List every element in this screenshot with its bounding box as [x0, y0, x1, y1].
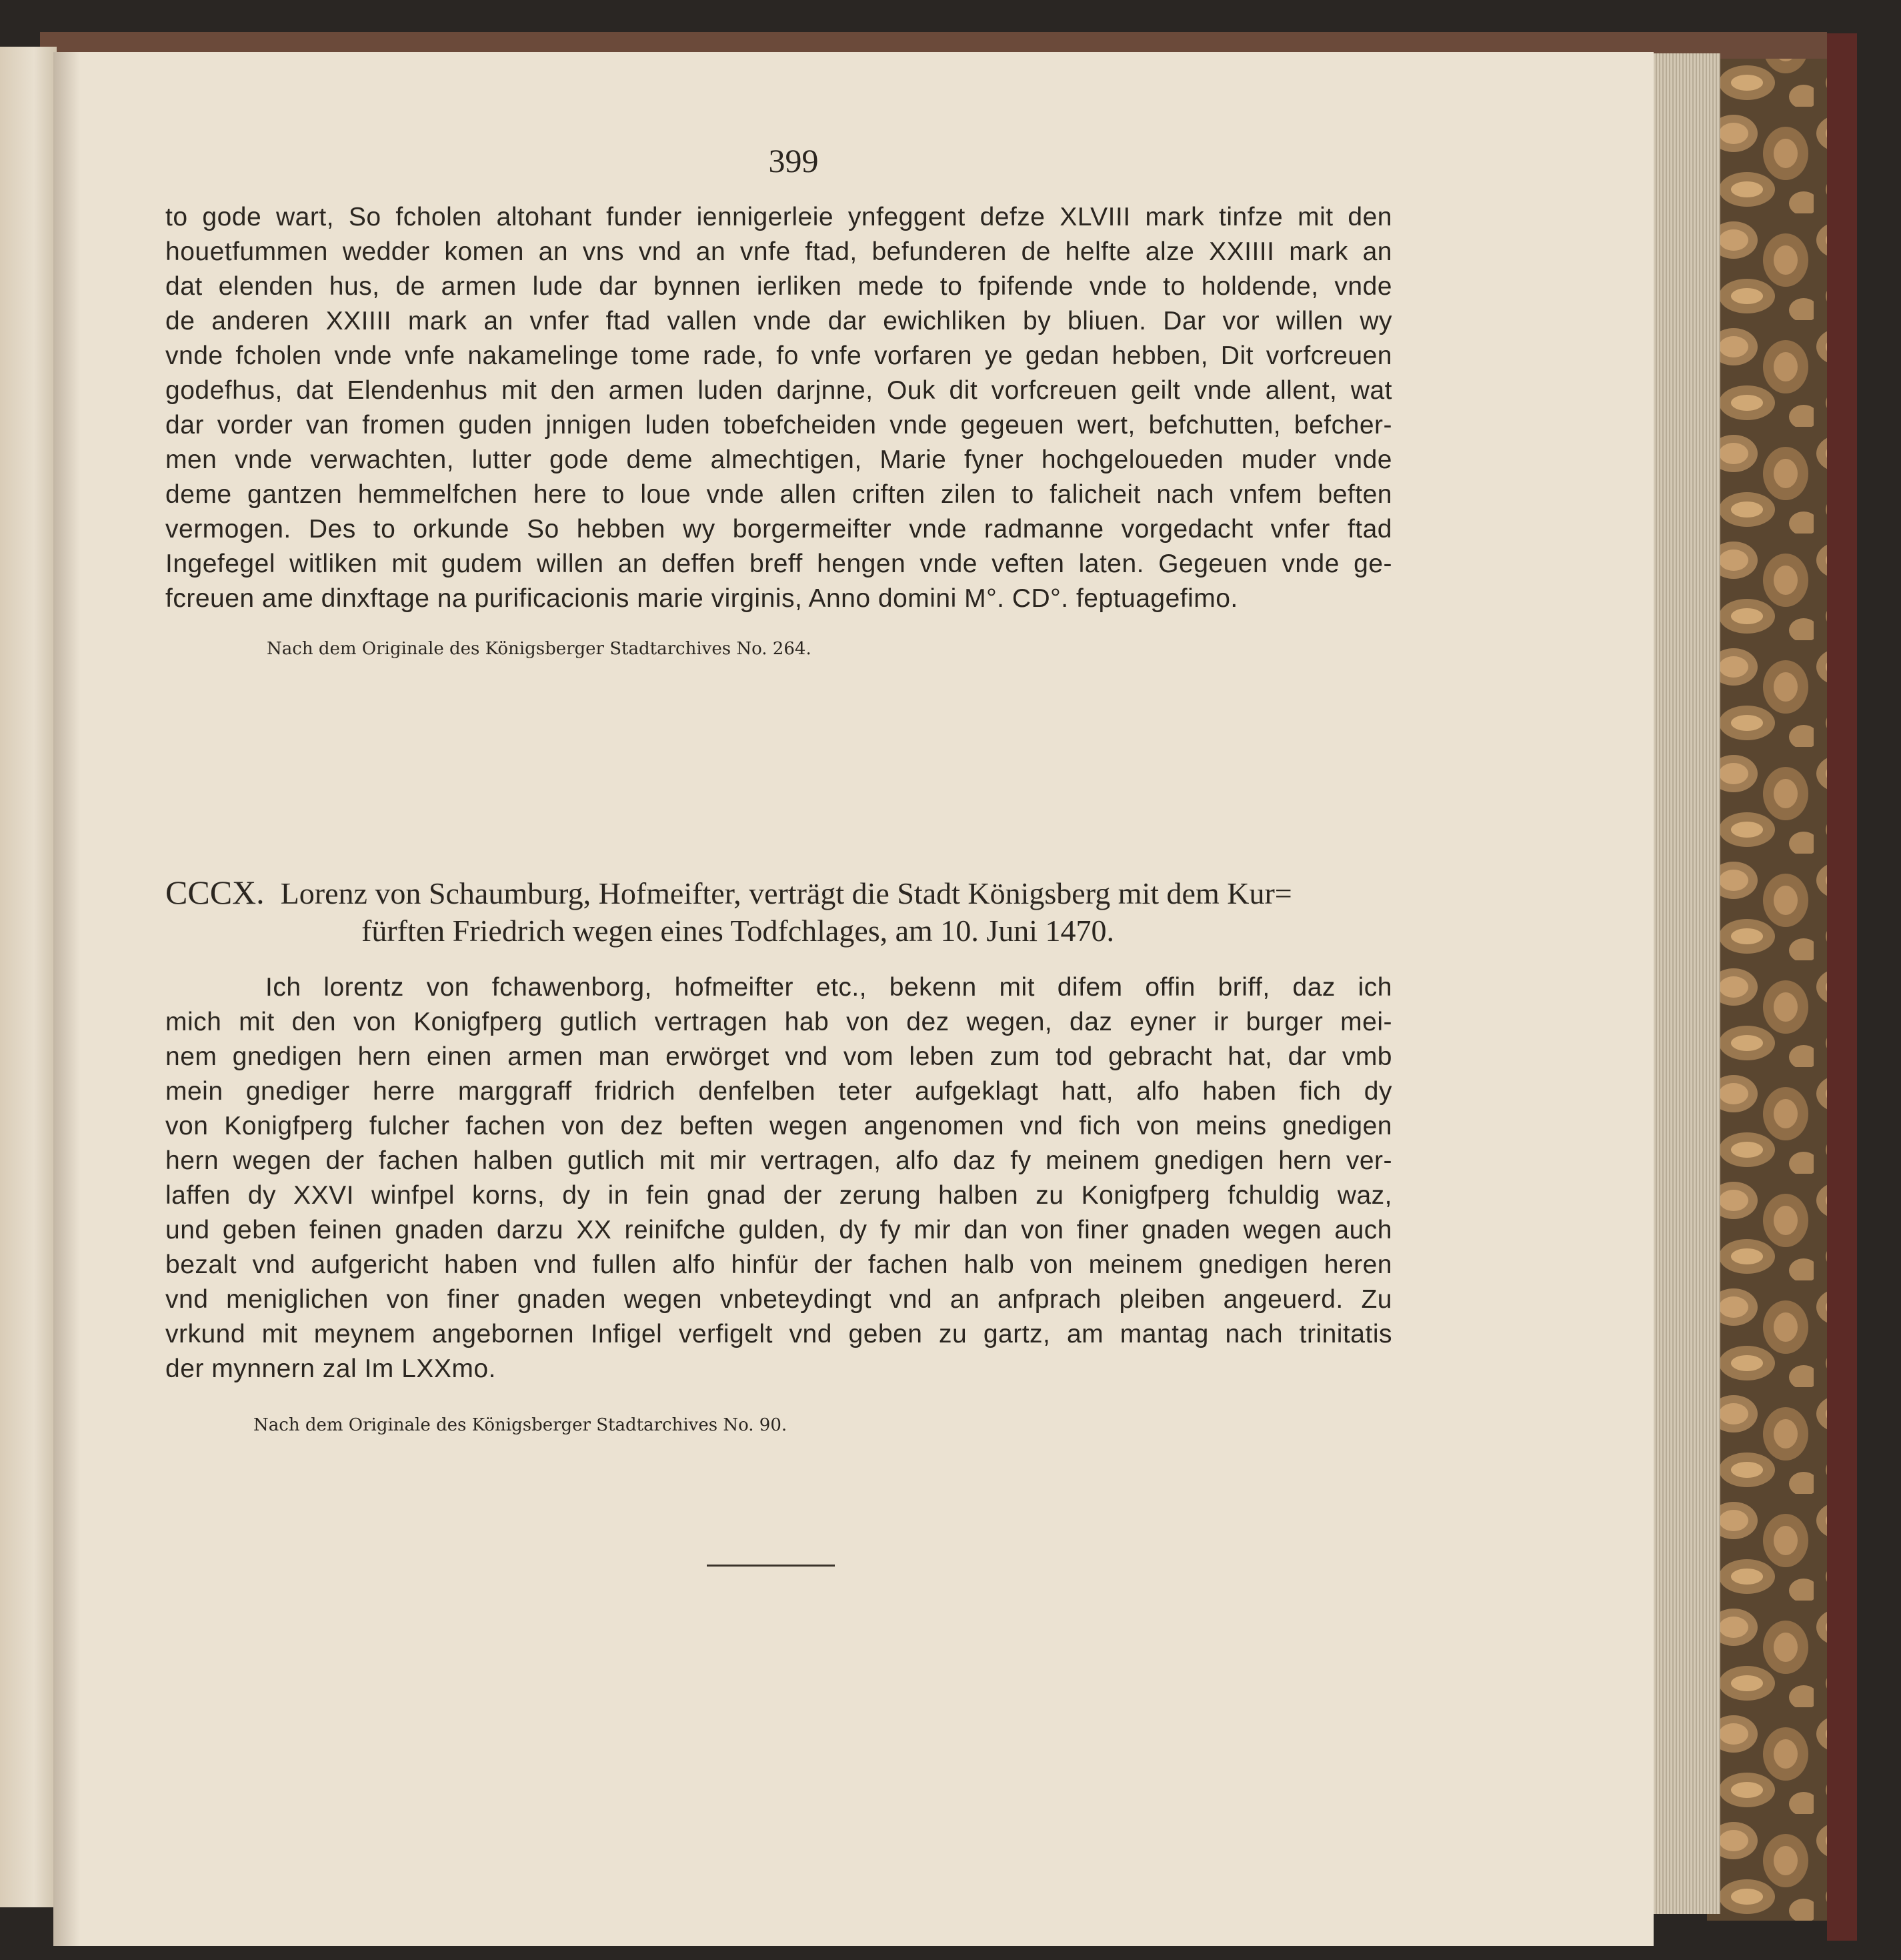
text-line: houetfummen wedder komen an vns vnd an vnfe ftad, befunderen de helfte alze XXIIII mark an	[165, 237, 1392, 266]
charter-text-continuation	[165, 200, 1392, 616]
text-line: dat elenden hus, de armen lude dar bynnen ierliken mede to fpifende vnde to holdende, vnde	[165, 272, 1392, 301]
page-number: 399	[768, 142, 819, 179]
document-heading	[165, 874, 1392, 950]
text-line: mein gnediger herre marggraff fridrich denfelben teter aufgeklagt hatt, alfo haben fich dy	[165, 1077, 1392, 1106]
text-line: men vnde verwachten, lutter gode deme almechtigen, Marie fyner hochgeloueden muder vnde	[165, 445, 1392, 474]
text-line: mich mit den von Konigfperg gutlich vertragen hab von dez wegen, daz eyner ir burger mei-	[165, 1008, 1392, 1036]
text-line: bezalt vnd aufgericht haben vnd fullen alfo hinfür der fachen halb von meinem gnedigen heren	[165, 1250, 1392, 1279]
document-numeral: CCCX.	[165, 874, 265, 911]
heading-line-1	[165, 874, 1392, 912]
end-rule	[707, 1565, 835, 1567]
text-line: vermogen. Des to orkunde So hebben wy borgermeifter vnde radmanne vorgedacht vnfer ftad	[165, 515, 1392, 544]
text-line: dar vorder van fromen guden jnnigen luden tobefcheiden vnde gegeuen wert, befchutten, befcher-	[165, 411, 1392, 439]
text-line: und geben feinen gnaden darzu XX reinifche gulden, dy fy mir dan von finer gnaden wegen auch	[165, 1216, 1392, 1244]
text-line: deme gantzen hemmelfchen here to loue vnde allen criften zilen to falicheit nach vnfem beften	[165, 480, 1392, 509]
text-line: vnde fcholen vnde vnfe nakamelinge tome rade, fo vnfe vorfaren ye gedan hebben, Dit vorfcreuen	[165, 341, 1392, 370]
text-line: godefhus, dat Elendenhus mit den armen luden darjnne, Ouk dit vorfcreuen geilt vnde allent, wat	[165, 376, 1392, 405]
text-line: laffen dy XXVI winfpel korns, dy in fein gnad der zerung halben zu Konigfperg fchuldig waz,	[165, 1181, 1392, 1210]
source-note: Nach dem Originale des Königsberger Stadtarchives No. 264.	[267, 639, 811, 659]
text-line: von Konigfperg fulcher fachen von dez beften wegen angenomen vnd fich von meins gnedigen	[165, 1112, 1392, 1140]
page-stack-edges	[1654, 53, 1720, 1914]
text-line: Ich lorentz von fchawenborg, hofmeifter etc., bekenn mit difem offin briff, daz ich	[265, 973, 1392, 1002]
text-line: vrkund mit meynem angebornen Infigel verfigelt vnd geben zu gartz, am mantag nach trinitatis	[165, 1320, 1392, 1348]
text-line: der mynnern zal Im LXXmo.	[165, 1354, 496, 1383]
text-line: vnd meniglichen von finer gnaden wegen vnbeteydingt vnd an anfprach pleiben angeuerd. Zu	[165, 1285, 1392, 1314]
text-line: de anderen XXIIII mark an vnfer ftad vallen vnde dar ewichliken by bliuen. Dar vor willen wy	[165, 307, 1392, 335]
spine-shadow	[53, 52, 80, 1946]
source-note: Nach dem Originale des Königsberger Stadtarchives No. 90.	[253, 1415, 787, 1435]
heading-text-1: Lorenz von Schaumburg, Hofmeifter, verträgt die Stadt Königsberg mit dem Kur=	[280, 876, 1292, 910]
heading-line-2: fürften Friedrich wegen eines Todfchlages, am 10. Juni 1470.	[361, 914, 1115, 948]
text-line: hern wegen der fachen halben gutlich mit mir vertragen, alfo daz fy meinem gnedigen hern ver-	[165, 1146, 1392, 1175]
charter-text-cccx	[165, 970, 1392, 1386]
text-line: Ingefegel witliken mit gudem willen an deffen breff hengen vnde veften laten. Gegeuen vnde ge-	[165, 550, 1392, 578]
left-page-edge	[0, 47, 57, 1907]
text-line: to gode wart, So fcholen altohant funder iennigerleie ynfeggent defze XLVIII mark tinfze mit den	[165, 203, 1392, 231]
text-line: nem gnedigen hern einen armen man erwörget vnd vom leben zum tod gebracht hat, dar vmb	[165, 1042, 1392, 1071]
text-line: fcreuen ame dinxftage na purificacionis marie virginis, Anno domini M°. CD°. feptuagefimo.	[165, 584, 1238, 613]
